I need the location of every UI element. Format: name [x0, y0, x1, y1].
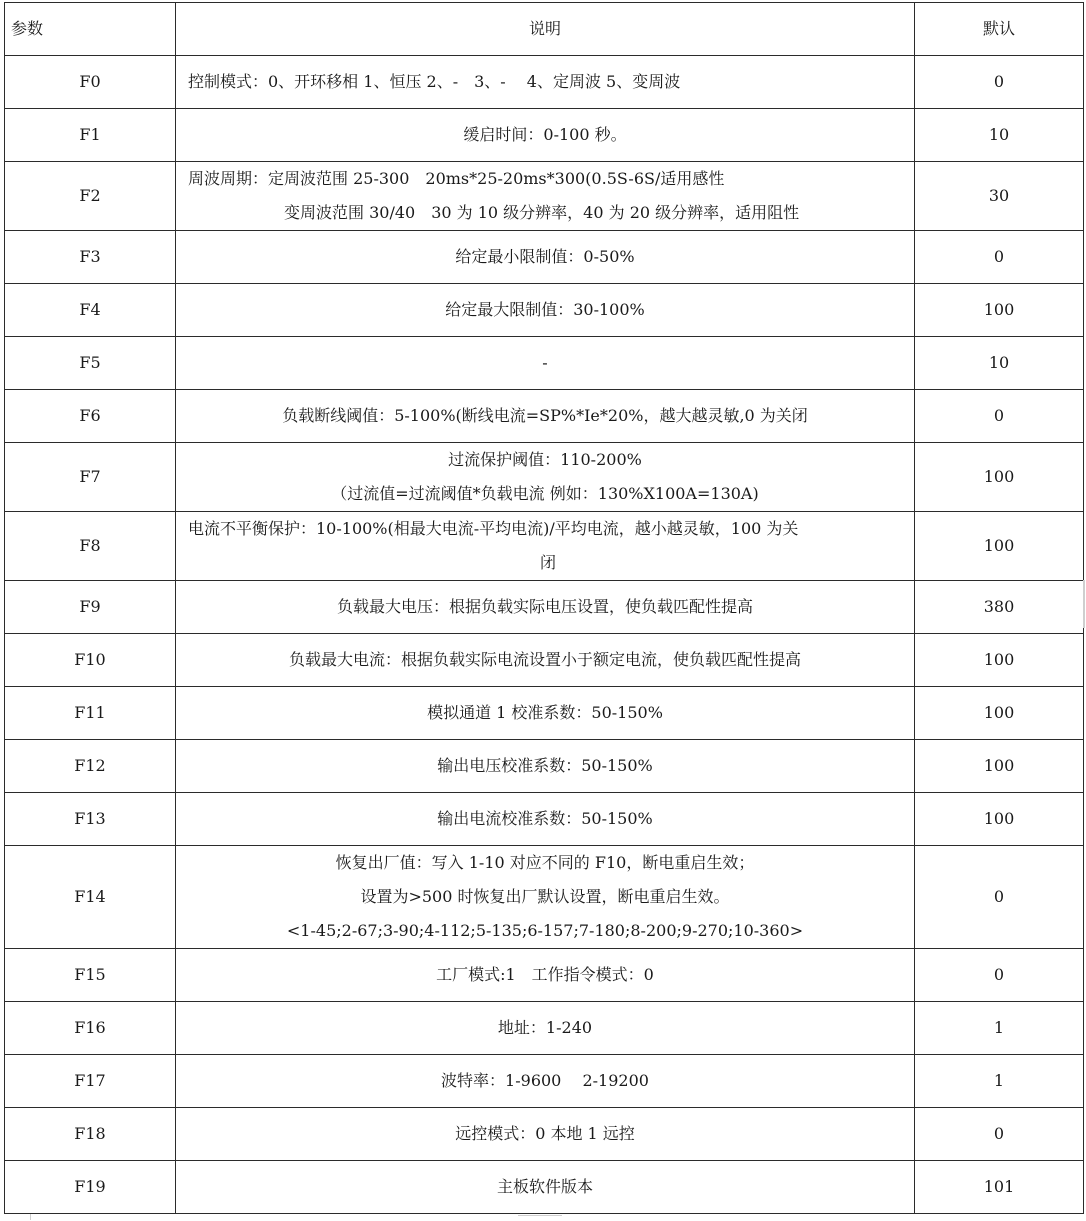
- param-code: F17: [5, 1055, 176, 1108]
- default-value: 100: [915, 740, 1084, 793]
- param-description: 主板软件版本: [176, 1161, 915, 1214]
- param-code: F2: [5, 162, 176, 231]
- default-value: 1: [915, 1055, 1084, 1108]
- param-code: F3: [5, 231, 176, 284]
- table-row: [5, 1108, 1084, 1161]
- table-row: [5, 581, 1084, 634]
- table-row: [5, 793, 1084, 846]
- param-description: 负载最大电流：根据负载实际电流设置小于额定电流，使负载匹配性提高: [176, 634, 915, 687]
- default-value: 100: [915, 687, 1084, 740]
- param-code: F4: [5, 284, 176, 337]
- param-description: 给定最大限制值：30-100%: [176, 284, 915, 337]
- page-edge-mark: [1083, 580, 1085, 628]
- table-row: [5, 687, 1084, 740]
- page-bottom-mark: [518, 1215, 562, 1216]
- default-value: 100: [915, 443, 1084, 512]
- param-code: F6: [5, 390, 176, 443]
- table-row: [5, 390, 1084, 443]
- page-corner-mark: [30, 1214, 31, 1220]
- table-row: [5, 443, 1084, 512]
- param-description: 输出电流校准系数：50-150%: [176, 793, 915, 846]
- default-value: 1: [915, 1002, 1084, 1055]
- header-param: 参数: [5, 3, 176, 56]
- param-code: F5: [5, 337, 176, 390]
- table-row: [5, 284, 1084, 337]
- param-description: 模拟通道 1 校准系数：50-150%: [176, 687, 915, 740]
- table-row: [5, 949, 1084, 1002]
- default-value: 0: [915, 846, 1084, 949]
- param-description: 远控模式：0 本地 1 远控: [176, 1108, 915, 1161]
- param-description: 电流不平衡保护：10-100%(相最大电流-平均电流)/平均电流，越小越灵敏，100 为关 闭: [176, 512, 915, 581]
- param-description: 过流保护阈值：110-200% （过流值=过流阈值*负载电流 例如：130%X100A=130A): [176, 443, 915, 512]
- param-code: F16: [5, 1002, 176, 1055]
- param-code: F13: [5, 793, 176, 846]
- param-description: 缓启时间：0-100 秒。: [176, 109, 915, 162]
- default-value: 101: [915, 1161, 1084, 1214]
- header-desc: 说明: [176, 3, 915, 56]
- param-code: F0: [5, 56, 176, 109]
- param-description: 地址：1-240: [176, 1002, 915, 1055]
- default-value: 10: [915, 337, 1084, 390]
- parameter-table: [4, 2, 1084, 1214]
- table-row: [5, 1055, 1084, 1108]
- param-description: -: [176, 337, 915, 390]
- param-code: F19: [5, 1161, 176, 1214]
- default-value: 0: [915, 56, 1084, 109]
- param-description: 控制模式：0、开环移相 1、恒压 2、- 3、- 4、定周波 5、变周波: [176, 56, 915, 109]
- default-value: 0: [915, 949, 1084, 1002]
- param-code: F8: [5, 512, 176, 581]
- param-description: 输出电压校准系数：50-150%: [176, 740, 915, 793]
- param-code: F1: [5, 109, 176, 162]
- table-row: [5, 109, 1084, 162]
- table-row: [5, 1002, 1084, 1055]
- table-row: [5, 56, 1084, 109]
- default-value: 30: [915, 162, 1084, 231]
- default-value: 0: [915, 231, 1084, 284]
- param-code: F12: [5, 740, 176, 793]
- param-code: F15: [5, 949, 176, 1002]
- table-row: [5, 634, 1084, 687]
- table-row: [5, 231, 1084, 284]
- table-row: [5, 846, 1084, 949]
- table-row: [5, 1161, 1084, 1214]
- param-description: 负载断线阈值：5-100%(断线电流=SP%*Ie*20%，越大越灵敏,0 为关闭: [176, 390, 915, 443]
- param-description: 周波周期：定周波范围 25-300 20ms*25-20ms*300(0.5S-6S/适用感性 变周波范围 30/40 30 为 10 级分辨率，40 为 20 级分辨率，适用阻性: [176, 162, 915, 231]
- default-value: 100: [915, 634, 1084, 687]
- default-value: 100: [915, 284, 1084, 337]
- default-value: 100: [915, 512, 1084, 581]
- header-default: 默认: [915, 3, 1084, 56]
- header-row: [5, 3, 1084, 56]
- default-value: 10: [915, 109, 1084, 162]
- param-description: 恢复出厂值：写入 1-10 对应不同的 F10，断电重启生效； 设置为>500 时恢复出厂默认设置，断电重启生效。 <1-45;2-67;3-90;4-112;5-135;6-157;7-180;8-200;9-270;10-360>: [176, 846, 915, 949]
- table-row: [5, 162, 1084, 231]
- param-description: 负载最大电压：根据负载实际电压设置，使负载匹配性提高: [176, 581, 915, 634]
- table-row: [5, 512, 1084, 581]
- default-value: 0: [915, 1108, 1084, 1161]
- param-description: 工厂模式:1 工作指令模式：0: [176, 949, 915, 1002]
- table-row: [5, 740, 1084, 793]
- default-value: 0: [915, 390, 1084, 443]
- param-code: F14: [5, 846, 176, 949]
- param-code: F10: [5, 634, 176, 687]
- param-code: F7: [5, 443, 176, 512]
- default-value: 380: [915, 581, 1084, 634]
- param-description: 给定最小限制值：0-50%: [176, 231, 915, 284]
- table-row: [5, 337, 1084, 390]
- param-code: F9: [5, 581, 176, 634]
- param-code: F11: [5, 687, 176, 740]
- param-code: F18: [5, 1108, 176, 1161]
- param-description: 波特率：1-9600 2-19200: [176, 1055, 915, 1108]
- default-value: 100: [915, 793, 1084, 846]
